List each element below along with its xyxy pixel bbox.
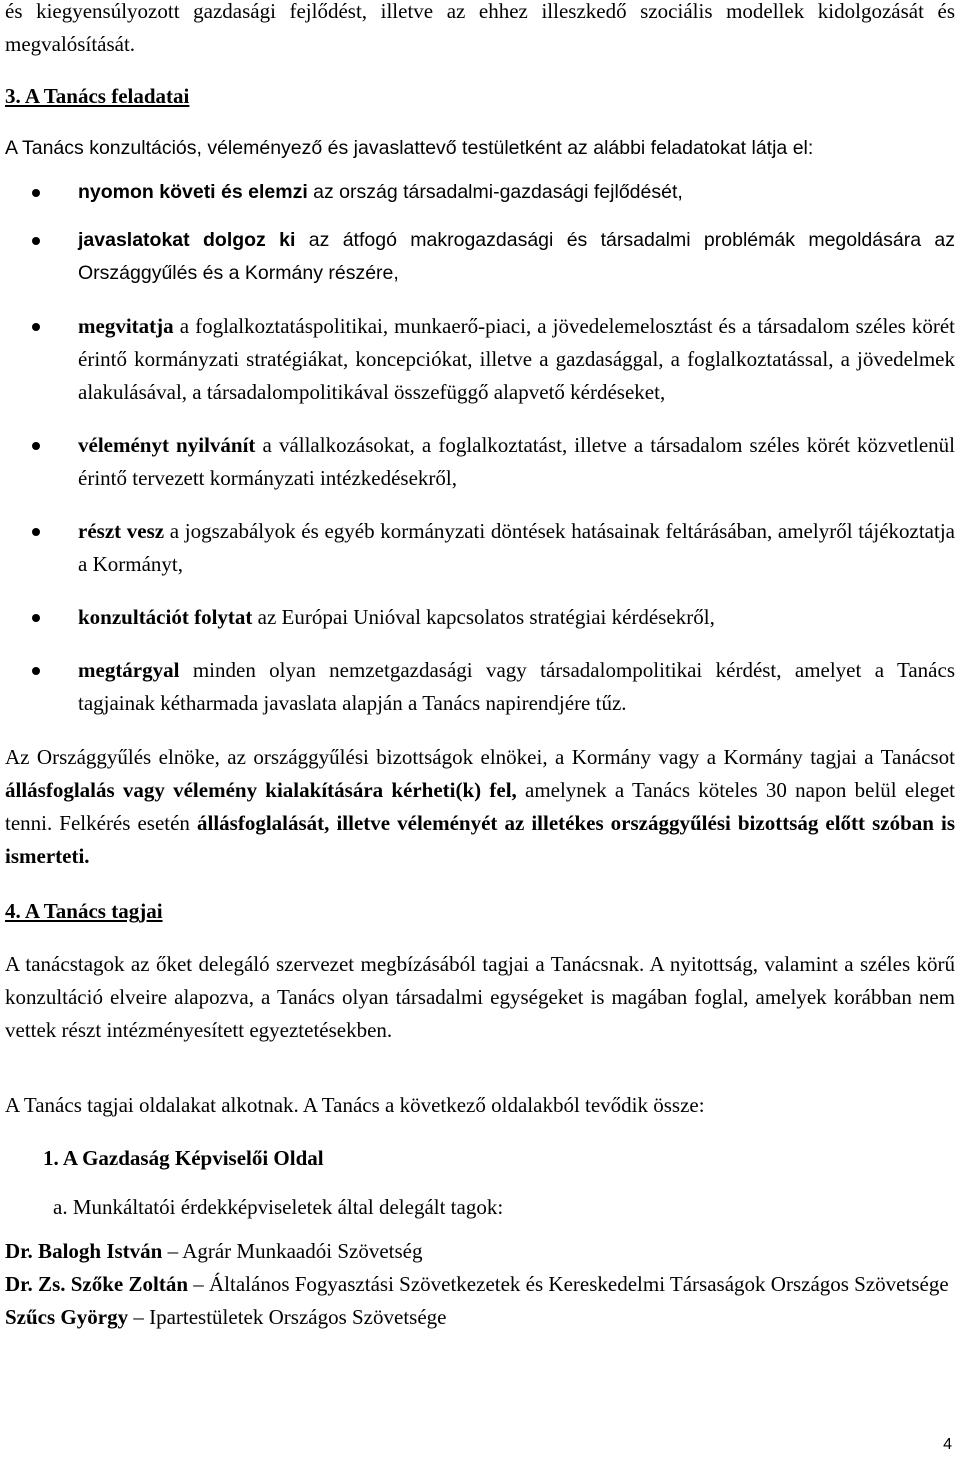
member-name: Szűcs György [5, 1305, 129, 1329]
employer-delegates-label: a. Munkáltatói érdekképviseletek által delegált tagok: [53, 1195, 504, 1219]
member-list [5, 1235, 955, 1334]
task-description: az Európai Unióval kapcsolatos stratégiai kérdésekről, [252, 605, 715, 629]
page-number: 4 [943, 1436, 952, 1453]
section-4-heading [5, 895, 955, 928]
member-org: – Agrár Munkaadói Szövetség [162, 1239, 423, 1263]
task-text [78, 310, 955, 409]
task-text [78, 654, 955, 720]
task-text [78, 515, 955, 581]
bullet-icon [32, 442, 40, 450]
task-list-item [5, 224, 955, 290]
members-paragraph: A tanácstagok az őket delegáló szervezet megbízásából tagjai a Tanácsnak. A nyitottság, valamint a széles körű konzultáció elveire alapozva, a Tanács olyan társadalmi egységeket is magában foglal, amelyek korábban nem vettek részt intézményesített egyeztetésekben. [5, 952, 955, 1042]
task-keyword: javaslatokat dolgoz ki [78, 229, 296, 251]
bullet-icon [32, 323, 40, 331]
task-description: a foglalkoztatáspolitikai, munkaerő-piaci, a jövedelemelosztást és a társadalom széles körét érintő kormányzati stratégiákat, koncepciókat, illetve a gazdasággal, a foglalkoztatással, a jövedelmek alakulásával, a társadalompolitikával összefüggő alapvető kérdéseket, [78, 314, 955, 404]
task-list-item [5, 429, 955, 495]
bullet-icon [32, 528, 40, 536]
request-text-1: Az Országgyűlés elnöke, az országgyűlési bizottságok elnökei, a Kormány vagy a Kormány tagjai a Tanácsot [5, 745, 955, 769]
task-keyword: megtárgyal [78, 658, 180, 682]
task-text [78, 176, 955, 209]
section-3-heading-text: 3. A Tanács feladatai [5, 84, 190, 108]
task-keyword: véleményt nyilvánít [78, 433, 256, 457]
task-keyword: megvitatja [78, 314, 174, 338]
task-list-item [5, 310, 955, 409]
member-org: – Általános Fogyasztási Szövetkezetek és Kereskedelmi Társaságok Országos Szövetsége [188, 1272, 949, 1296]
bullet-icon [32, 667, 40, 675]
task-keyword: konzultációt folytat [78, 605, 253, 629]
section-3-intro: A Tanács konzultációs, véleményező és javaslattevő testületként az alábbi feladatokat látja el: [5, 137, 814, 159]
task-keyword: nyomon követi és elemzi [78, 181, 308, 203]
member-name: Dr. Zs. Szőke Zoltán [5, 1272, 189, 1296]
task-description: minden olyan nemzetgazdasági vagy társadalompolitikai kérdést, amelyet a Tanács tagjainak kétharmada javaslata alapján a Tanács napirendjére tűz. [78, 658, 955, 715]
task-list-item [5, 654, 955, 720]
side-1-title: 1. A Gazdaság Képviselői Oldal [43, 1146, 324, 1170]
member-entry [5, 1301, 955, 1334]
task-list-item [5, 515, 955, 581]
member-org: – Ipartestületek Országos Szövetsége [128, 1305, 447, 1329]
bullet-icon [32, 614, 40, 622]
task-keyword: részt vesz [78, 519, 165, 543]
task-list-item [5, 176, 955, 209]
task-description: az átfogó makrogazdasági és társadalmi problémák megoldására az Országgyűlés és a Kormány részére, [78, 229, 955, 284]
section-4-heading-text: 4. A Tanács tagjai [5, 899, 163, 923]
member-entry [5, 1268, 955, 1301]
sides-paragraph: A Tanács tagjai oldalakat alkotnak. A Tanács a következő oldalakból tevődik össze: [5, 1093, 705, 1117]
bullet-icon [32, 189, 40, 197]
request-text-2: állásfoglalás vagy vélemény kialakítására kérheti(k) fel, [5, 778, 517, 802]
task-list [5, 176, 955, 720]
request-text-4: állásfoglalását, illetve véleményét az illetékes országgyűlési bizottság előtt szóban is ismerteti. [5, 811, 955, 868]
task-list-item [5, 601, 955, 634]
task-description: az ország társadalmi-gazdasági fejlődését, [307, 181, 683, 203]
task-text [78, 601, 955, 634]
task-text [78, 224, 955, 290]
member-name: Dr. Balogh István [5, 1239, 163, 1263]
intro-paragraph: és kiegyensúlyozott gazdasági fejlődést, illetve az ehhez illeszkedő szociális modellek kidolgozását és megvalósítását. [5, 0, 955, 56]
task-description: a vállalkozásokat, a foglalkoztatást, illetve a társadalom széles körét közvetlenül érintő tervezett kormányzati intézkedésekről, [78, 433, 955, 490]
request-paragraph [5, 741, 955, 873]
member-entry [5, 1235, 955, 1268]
task-description: a jogszabályok és egyéb kormányzati döntések hatásainak feltárásában, amelyről tájékoztatja a Kormányt, [78, 519, 955, 576]
request-text-3: amelynek a Tanács köteles 30 napon belül eleget tenni. Felkérés esetén [5, 778, 955, 835]
task-text [78, 429, 955, 495]
document-page [5, 0, 955, 1334]
section-3-heading [5, 80, 955, 113]
bullet-icon [32, 237, 40, 245]
